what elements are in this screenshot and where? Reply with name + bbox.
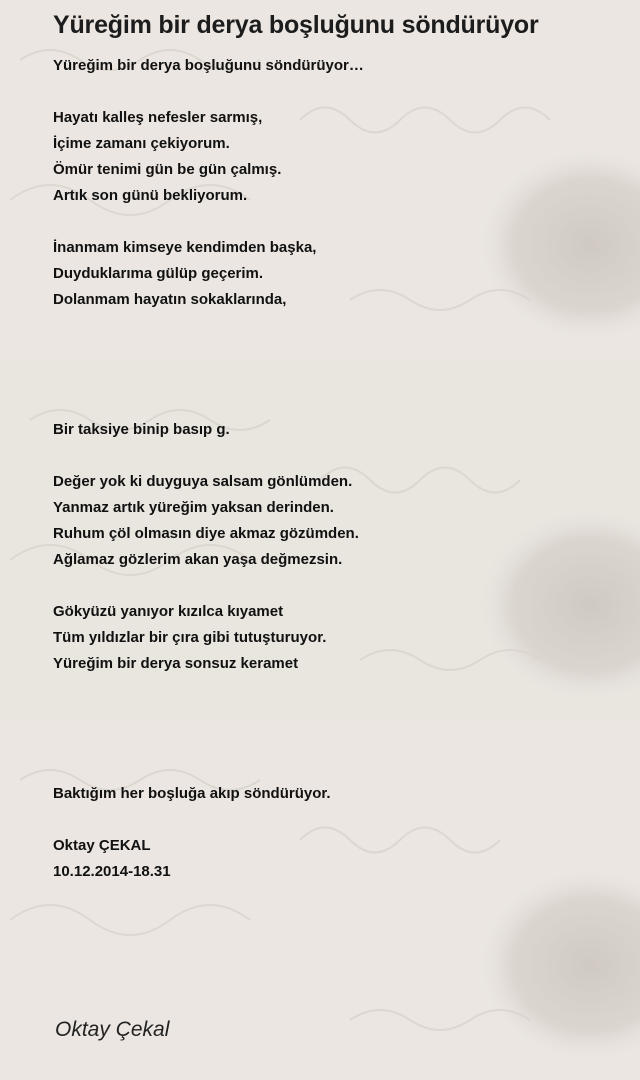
poem-line: Dolanmam hayatın sokaklarında,	[53, 291, 287, 308]
poem-line: Baktığım her boşluğa akıp söndürüyor.	[53, 785, 331, 802]
blank-line	[53, 703, 613, 729]
blank-line	[53, 677, 613, 703]
poem-line: Yüreğim bir derya sonsuz keramet	[53, 655, 299, 672]
poem-line: 10.12.2014-18.31	[53, 863, 171, 880]
poem-line: Değer yok ki duyguya salsam gönlümden.	[53, 473, 353, 490]
blank-line	[53, 209, 613, 235]
poem-line: Gökyüzü yanıyor kızılca kıyamet	[53, 603, 284, 620]
poem-line: Hayatı kalleş nefesler sarmış,	[53, 109, 263, 126]
poem-line: Ömür tenimi gün be gün çalmış.	[53, 161, 282, 178]
poem-title: Yüreğim bir derya boşluğunu söndürüyor	[53, 11, 539, 39]
author-signature: Oktay Çekal	[55, 1018, 170, 1041]
blank-line	[53, 755, 613, 781]
blank-line	[53, 79, 613, 105]
poem-line: İçime zamanı çekiyorum.	[53, 135, 230, 152]
poem-line: Oktay ÇEKAL	[53, 837, 151, 854]
blank-line	[53, 807, 613, 833]
poem-line: Duyduklarıma gülüp geçerim.	[53, 265, 264, 282]
poem-line: Ruhum çöl olmasın diye akmaz gözümden.	[53, 525, 359, 542]
blank-line	[53, 313, 613, 339]
blank-line	[53, 339, 613, 365]
blank-line	[53, 443, 613, 469]
poem-line: Tüm yıldızlar bir çıra gibi tutuşturuyor.	[53, 629, 327, 646]
poem-line: Yüreğim bir derya boşluğunu söndürüyor…	[53, 57, 364, 74]
poem-line: Yanmaz artık yüreğim yaksan derinden.	[53, 499, 334, 516]
blank-line	[53, 391, 613, 417]
blank-line	[53, 729, 613, 755]
poem-line: İnanmam kimseye kendimden başka,	[53, 239, 317, 256]
poem-line: Bir taksiye binip basıp g.	[53, 421, 230, 438]
blank-line	[53, 573, 613, 599]
poem-line: Ağlamaz gözlerim akan yaşa değmezsin.	[53, 551, 343, 568]
poem-body	[53, 53, 613, 885]
poem-line: Artık son günü bekliyorum.	[53, 187, 248, 204]
blank-line	[53, 365, 613, 391]
